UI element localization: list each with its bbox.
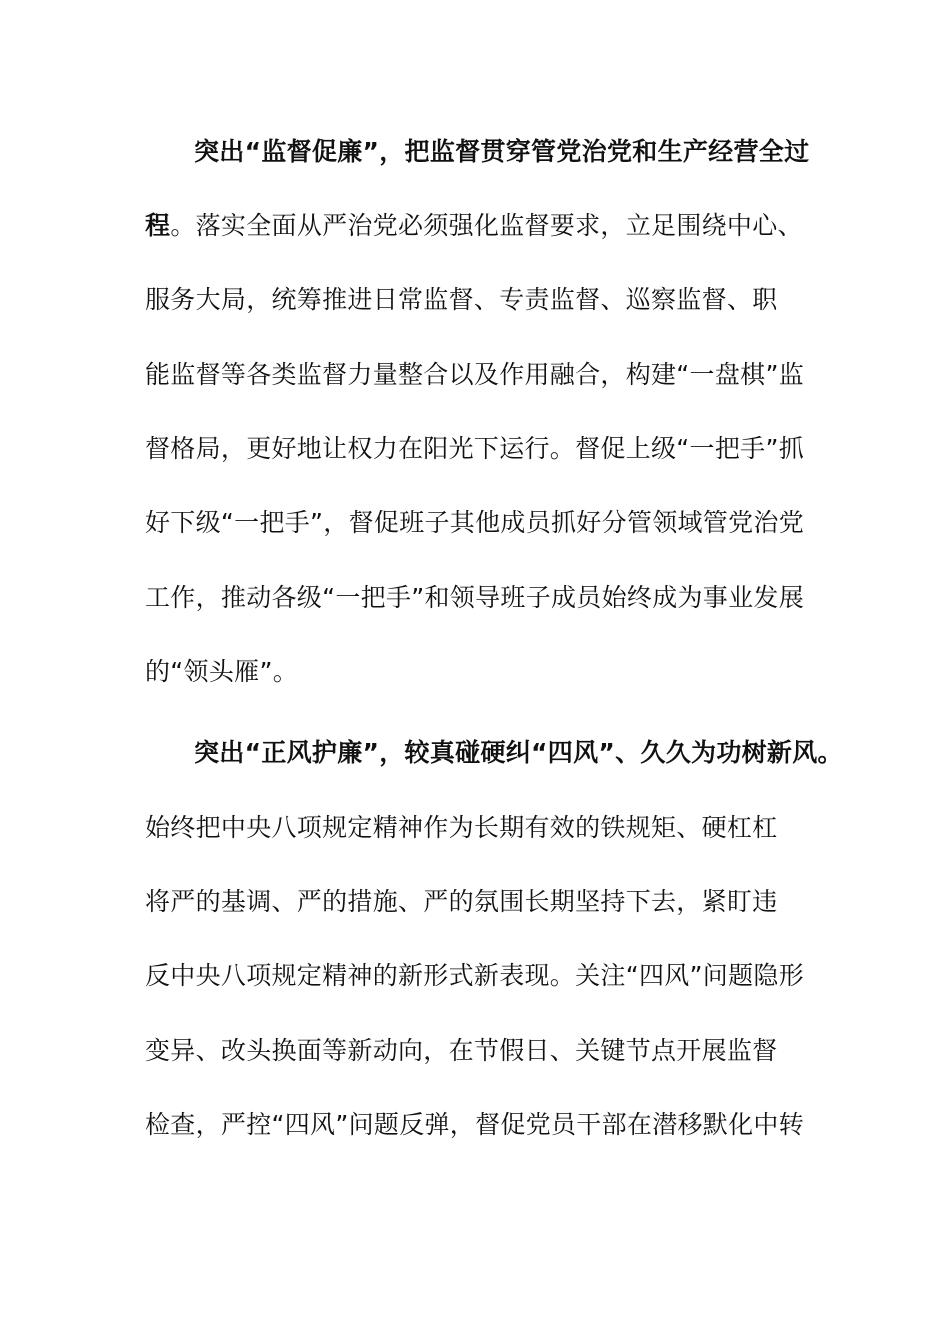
paragraph-1-line-6: 好下级“一把手”，督促班子其他成员抓好分管领域管党治党 [145,508,805,537]
paragraph-1-line-3: 服务大局，统筹推进日常监督、专责监督、巡察监督、职 [145,285,778,314]
paragraph-1-line-5: 督格局，更好地让权力在阳光下运行。督促上级“一把手”抓 [145,434,805,463]
paragraph-2-heading: 突出“正风护廉”，较真碰硬纠“四风”、久久为功树新风。 [194,738,843,767]
paragraph-1-line-8: 的“领头雁”。 [145,657,299,686]
paragraph-2-line-6: 检查，严控“四风”问题反弹，督促党员干部在潜移默化中转 [145,1110,805,1139]
paragraph-1-text: 。落实全面从严治党必须强化监督要求，立足围绕中心、 [170,211,803,240]
paragraph-1-line-1 [194,130,884,174]
paragraph-1-heading-end: 程 [145,211,171,240]
paragraph-2-line-5: 变异、改头换面等新动向，在节假日、关键节点开展监督 [145,1036,778,1065]
paragraph-1-line-4: 能监督等各类监督力量整合以及作用融合，构建“一盘棋”监 [145,360,805,389]
paragraph-2-line-1 [194,731,884,775]
paragraph-2-line-2: 始终把中央八项规定精神作为长期有效的铁规矩、硬杠杠 [145,813,778,842]
paragraph-2-line-4: 反中央八项规定精神的新形式新表现。关注“四风”问题隐形 [145,961,805,990]
paragraph-1-line-2 [145,204,835,248]
paragraph-2-line-3: 将严的基调、严的措施、严的氛围长期坚持下去，紧盯违 [145,887,778,916]
paragraph-1-heading: 突出“监督促廉”，把监督贯穿管党治党和生产经营全过 [194,137,810,166]
paragraph-1-line-7: 工作，推动各级“一把手”和领导班子成员始终成为事业发展 [145,583,805,612]
